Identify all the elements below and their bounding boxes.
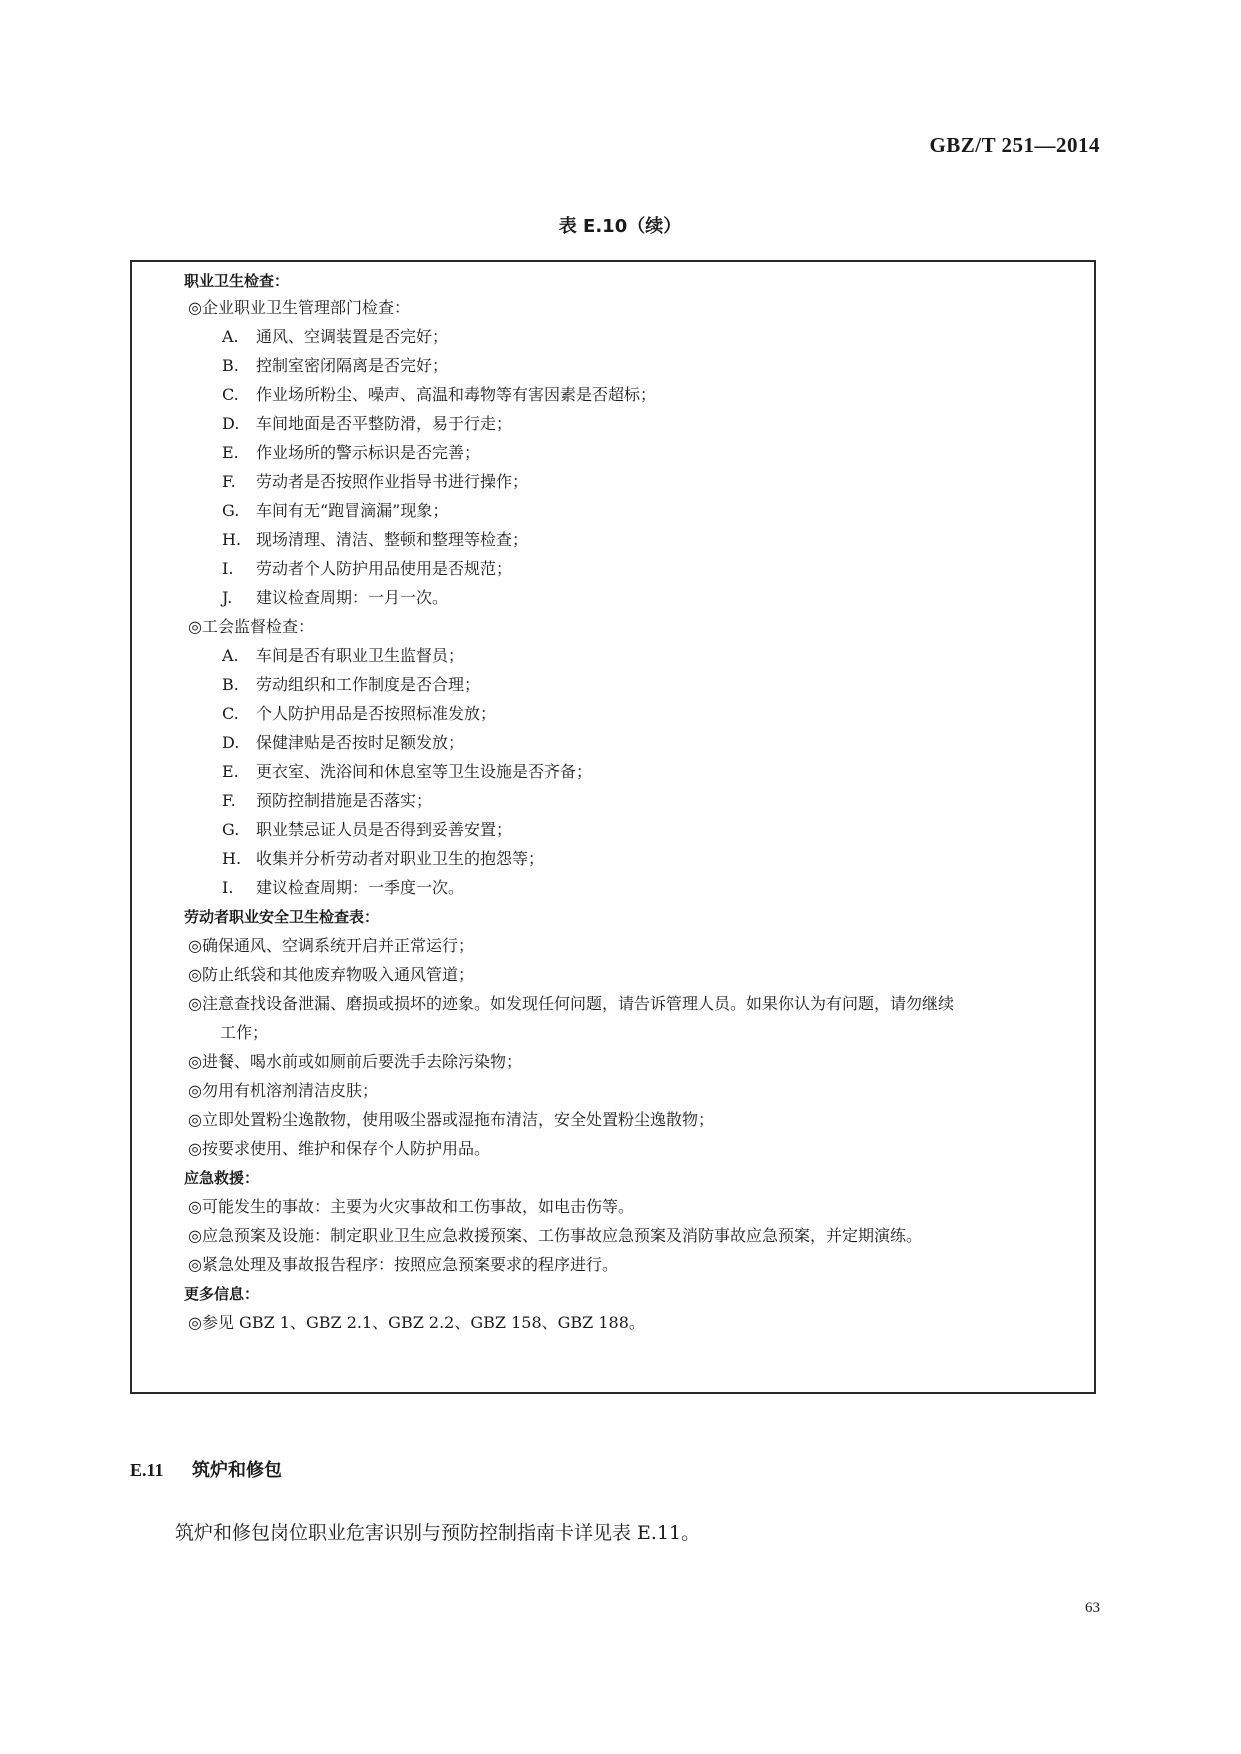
page-number: 63 — [1085, 1600, 1100, 1616]
list-item: ◎按要求使用、维护和保存个人防护用品。 — [188, 1139, 490, 1158]
list-item: ◎确保通风、空调系统开启并正常运行； — [188, 936, 474, 955]
section-title-occupational-health-inspection: 职业卫生检查： — [184, 272, 290, 290]
list-item: C. 作业场所粉尘、噪声、高温和毒物等有害因素是否超标； — [222, 385, 657, 404]
list-item: E. 更衣室、洗浴间和休息室等卫生设施是否齐备； — [222, 762, 593, 781]
guidance-table — [130, 260, 1096, 1394]
section-title-emergency-rescue: 应急救援： — [184, 1169, 260, 1187]
section-heading — [130, 1456, 282, 1482]
list-item: J. 建议检查周期：一月一次。 — [222, 588, 449, 607]
list-item: H. 现场清理、清洁、整顿和整理等检查； — [222, 530, 529, 549]
list-item: ◎参见 GBZ 1、GBZ 2.1、GBZ 2.2、GBZ 158、GBZ 188。 — [188, 1313, 645, 1332]
list-item: F. 劳动者是否按照作业指导书进行操作； — [222, 472, 529, 491]
list-item: ◎应急预案及设施：制定职业卫生应急救援预案、工伤事故应急预案及消防事故应急预案，并定期演练。 — [188, 1226, 922, 1245]
list-item: E. 作业场所的警示标识是否完善； — [222, 443, 481, 462]
body-paragraph: 筑炉和修包岗位职业危害识别与预防控制指南卡详见表 E.11。 — [175, 1522, 701, 1544]
list-item: ◎注意查找设备泄漏、磨损或损坏的迹象。如发现任何问题，请告诉管理人员。如果你认为有问题，请勿继续 — [188, 994, 954, 1013]
list-item: G. 职业禁忌证人员是否得到妥善安置； — [222, 820, 513, 839]
section-title-worker-checklist: 劳动者职业安全卫生检查表： — [184, 908, 380, 926]
section-title: 筑炉和修包 — [192, 1460, 282, 1481]
list-item: A. 车间是否有职业卫生监督员； — [222, 646, 465, 665]
list-item: I. 建议检查周期：一季度一次。 — [222, 878, 465, 897]
list-item: H. 收集并分析劳动者对职业卫生的抱怨等； — [222, 849, 545, 868]
list-item: G. 车间有无“跑冒滴漏”现象； — [222, 501, 449, 520]
list-item: ◎勿用有机溶剂清洁皮肤； — [188, 1081, 378, 1100]
subsection-title-union-inspection: ◎工会监督检查： — [188, 617, 314, 636]
list-item: ◎立即处置粉尘逸散物，使用吸尘器或湿拖布清洁，安全处置粉尘逸散物； — [188, 1110, 714, 1129]
section-title-more-info: 更多信息： — [184, 1285, 260, 1303]
list-item: ◎紧急处理及事故报告程序：按照应急预案要求的程序进行。 — [188, 1255, 618, 1274]
standard-code: GBZ/T 251—2014 — [929, 133, 1100, 157]
list-item: ◎防止纸袋和其他废弃物吸入通风管道； — [188, 965, 474, 984]
subsection-title-enterprise-inspection: ◎企业职业卫生管理部门检查： — [188, 298, 410, 317]
list-item: F. 预防控制措施是否落实； — [222, 791, 433, 810]
list-item: D. 车间地面是否平整防滑，易于行走； — [222, 414, 513, 433]
list-item: C. 个人防护用品是否按照标准发放； — [222, 704, 497, 723]
list-item: B. 劳动组织和工作制度是否合理； — [222, 675, 481, 694]
list-item: ◎进餐、喝水前或如厕前后要洗手去除污染物； — [188, 1052, 522, 1071]
table-caption: 表 E.10（续） — [558, 216, 682, 237]
list-item: A. 通风、空调装置是否完好； — [222, 327, 449, 346]
list-item: B. 控制室密闭隔离是否完好； — [222, 356, 449, 375]
section-number: E.11 — [130, 1460, 164, 1480]
list-item: D. 保健津贴是否按时足额发放； — [222, 733, 465, 752]
list-item: I. 劳动者个人防护用品使用是否规范； — [222, 559, 513, 578]
list-item: ◎可能发生的事故：主要为火灾事故和工伤事故，如电击伤等。 — [188, 1197, 634, 1216]
list-item-continuation: 工作； — [220, 1023, 269, 1042]
